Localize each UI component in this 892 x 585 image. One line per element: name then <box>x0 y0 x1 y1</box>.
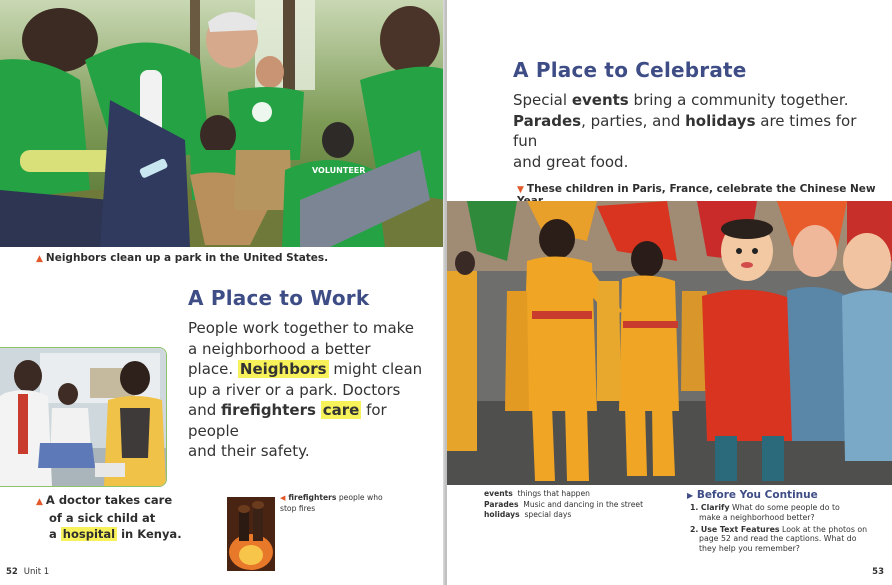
work-line-1: People work together to make <box>188 319 415 337</box>
celebrate-line-2: Parades, parties, and holidays are times for fun <box>513 111 857 150</box>
caption-triangle-icon: ▲ <box>36 497 43 507</box>
firefighter-thumbnail <box>227 497 275 571</box>
vocab-neighbors[interactable]: Neighbors <box>239 360 327 378</box>
doctor-caption-line-3: a hospital in Kenya. <box>49 527 182 541</box>
work-line-3: place. Neighbors might clean <box>188 360 423 378</box>
chinese-new-year-photo <box>447 201 892 485</box>
parade-illustration <box>447 201 892 485</box>
caption-triangle-icon: ▼ <box>517 185 524 195</box>
vocab-hospital[interactable]: hospital <box>62 527 116 541</box>
firefighters-glossary: ◀ firefighters people who stop fires <box>280 493 383 513</box>
byc-question-2: 2. Use Text Features Look at the photos on page 52 and read the captions. What do they help you remember? <box>690 524 868 554</box>
park-cleanup-illustration <box>0 0 446 247</box>
left-page-folio: 52 Unit 1 <box>6 567 50 577</box>
vocab-holidays[interactable]: holidays <box>685 111 756 130</box>
volunteer-shirt-text: VOLUNTEER <box>312 166 366 175</box>
park-cleanup-photo <box>0 0 446 247</box>
doctor-caption <box>36 492 182 542</box>
paris-photo-caption: ▼ These children in Paris, France, celebrate the Chinese New <box>517 183 876 195</box>
work-section-title: A Place to Work <box>188 286 370 310</box>
right-page-folio: 53 <box>872 567 884 577</box>
byc-question-1: 1. Clarify What do some people do to make a neighborhood better? <box>690 503 840 522</box>
celebrate-paragraph <box>513 90 883 172</box>
before-you-continue-box <box>687 489 887 554</box>
vocab-parades[interactable]: Parades <box>513 111 582 130</box>
right-page <box>447 0 892 585</box>
glossary-item-holidays: holidays special days <box>484 510 572 519</box>
park-caption-text: Neighbors clean up a park in the United States. <box>45 252 329 264</box>
vocab-care[interactable]: care <box>322 401 360 419</box>
caption-triangle-icon: ▲ <box>36 254 43 264</box>
firefighter-illustration <box>227 497 275 571</box>
work-line-2: a neighborhood a better <box>188 339 371 358</box>
celebrate-section-title: A Place to Celebrate <box>513 58 747 82</box>
glossary-item-events: events things that happen <box>484 489 590 498</box>
celebrate-glossary <box>484 489 643 521</box>
work-line-5: and firefighters care for people <box>188 401 387 440</box>
byc-title: ▶ Before You Continue <box>687 489 818 501</box>
work-paragraph <box>188 318 438 462</box>
doctor-illustration <box>0 348 166 486</box>
work-line-6: and their safety. <box>188 442 310 460</box>
vocab-events[interactable]: events <box>571 91 629 109</box>
vocab-firefighters[interactable]: firefighters <box>221 401 316 419</box>
byc-arrow-icon: ▶ <box>687 491 694 500</box>
park-photo-caption <box>36 252 328 264</box>
doctor-caption-line-1: ▲ A doctor takes care <box>36 493 173 507</box>
celebrate-line-3: and great food. <box>513 152 629 171</box>
doctor-caption-line-2: of a sick child at <box>49 511 156 525</box>
doctor-photo <box>0 347 167 487</box>
work-line-4: up a river or a park. Doctors <box>188 380 401 399</box>
glossary-pointer-icon: ◀ <box>280 494 286 502</box>
glossary-item-parades: Parades Music and dancing in the street <box>484 499 644 509</box>
celebrate-line-1: Special events bring a community together. <box>513 91 849 109</box>
